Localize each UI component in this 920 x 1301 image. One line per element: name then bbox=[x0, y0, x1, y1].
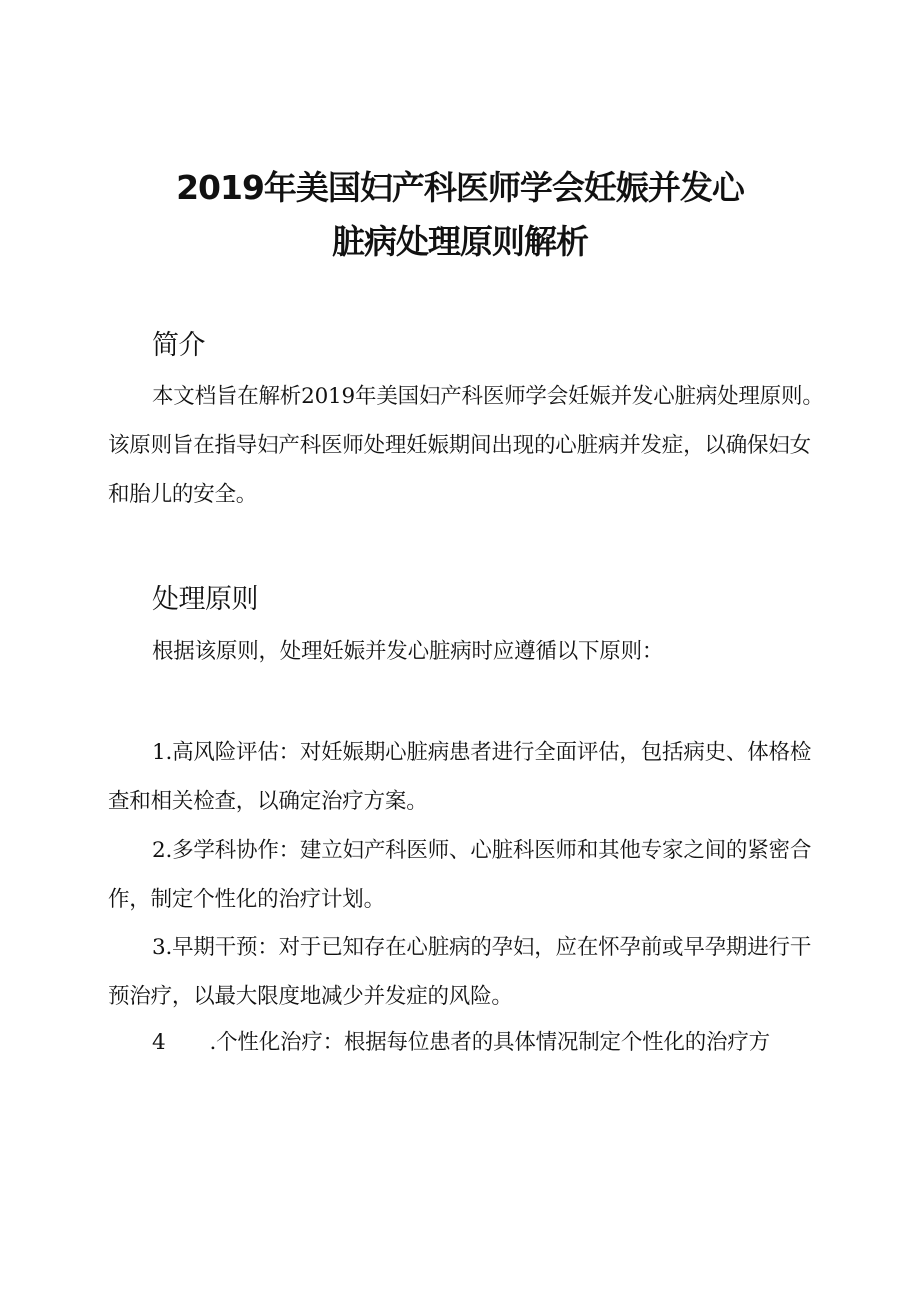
list-item-1: 1.高风险评估：对妊娠期心脏病患者进行全面评估，包括病史、体格检查和相关检查，以确定治疗方案。 bbox=[108, 728, 828, 826]
list-item-3-text: 早期干预：对于已知存在心脏病的孕妇，应在怀孕前或早孕期进行干预治疗，以最大限度地减少并发症的风险。 bbox=[108, 935, 812, 1009]
list-item-4: 4 .个性化治疗：根据每位患者的具体情况制定个性化的治疗方 bbox=[108, 1018, 828, 1067]
section-heading-principles: 处理原则 bbox=[152, 584, 258, 615]
list-item-3: 3.早期干预：对于已知存在心脏病的孕妇，应在怀孕前或早孕期进行干预治疗，以最大限度地减少并发症的风险。 bbox=[108, 923, 828, 1021]
section-heading-intro: 简介 bbox=[152, 330, 205, 361]
list-item-2: 2.多学科协作：建立妇产科医师、心脏科医师和其他专家之间的紧密合作，制定个性化的治疗计划。 bbox=[108, 826, 828, 924]
list-item-1-number: 1 bbox=[152, 740, 166, 765]
list-item-2-number: 2 bbox=[152, 838, 166, 863]
intro-paragraph: 本文档旨在解析2019年美国妇产科医师学会妊娠并发心脏病处理原则。该原则旨在指导妇产科医师处理妊娠期间出现的心脏病并发症，以确保妇女和胎儿的安全。 bbox=[108, 384, 824, 507]
list-item-2-text: 多学科协作：建立妇产科医师、心脏科医师和其他专家之间的紧密合作，制定个性化的治疗计划。 bbox=[108, 838, 812, 912]
list-item-1-text: 高风险评估：对妊娠期心脏病患者进行全面评估，包括病史、体格检查和相关检查，以确定治疗方案。 bbox=[108, 740, 812, 814]
document-title-line-2: 脏病处理原则解析 bbox=[332, 222, 588, 261]
principles-intro-paragraph: 根据该原则，处理妊娠并发心脏病时应遵循以下原则： bbox=[152, 639, 664, 664]
list-item-4-number: 4 bbox=[152, 1030, 166, 1055]
list-item-3-number: 3 bbox=[152, 935, 166, 960]
document-title-line-1: 2019年美国妇产科医师学会妊娠并发心 bbox=[176, 168, 744, 207]
list-item-4-text: 个性化治疗：根据每位患者的具体情况制定个性化的治疗方 bbox=[216, 1030, 770, 1055]
